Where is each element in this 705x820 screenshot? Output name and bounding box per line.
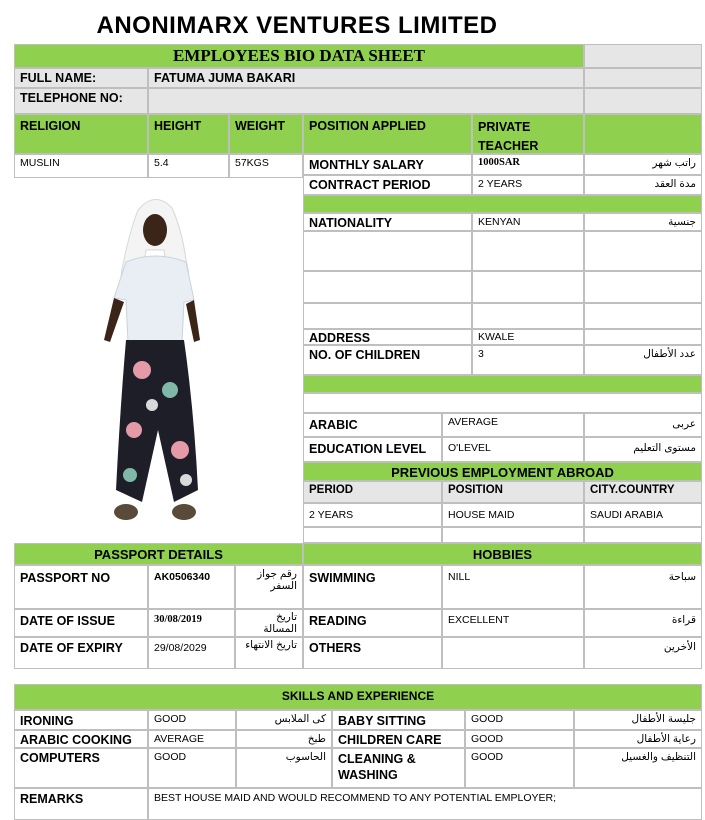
blank-cell bbox=[584, 329, 702, 345]
blank-cell bbox=[584, 527, 702, 543]
salary-label: MONTHLY SALARY bbox=[303, 154, 472, 175]
blank-cell bbox=[303, 303, 472, 329]
sheet-title: EMPLOYEES BIO DATA SHEET bbox=[172, 46, 426, 65]
height-label: HEIGHT bbox=[148, 114, 229, 154]
religion-value: MUSLIN bbox=[14, 154, 148, 178]
passport-no-arabic: رقم جواز السفر bbox=[235, 565, 303, 609]
others-label: OTHERS bbox=[303, 637, 442, 669]
prev-period: 2 YEARS bbox=[303, 503, 442, 527]
salary-arabic: راتب شهر bbox=[584, 154, 702, 175]
telephone-value bbox=[148, 88, 584, 114]
arabic-arabic: عربى bbox=[584, 413, 702, 437]
expiry-date-arabic: تاريخ الانتهاء bbox=[235, 637, 303, 669]
cleaning-arabic: التنظيف والغسيل bbox=[574, 748, 702, 788]
education-value: O'LEVEL bbox=[442, 437, 584, 462]
blank-cell bbox=[584, 114, 702, 154]
ironing-arabic: كى الملابس bbox=[236, 710, 332, 730]
prev-country: SAUDI ARABIA bbox=[584, 503, 702, 527]
prev-header-country: CITY.COUNTRY bbox=[584, 481, 702, 503]
contract-arabic: مدة العقد bbox=[584, 175, 702, 195]
contract-label: CONTRACT PERIOD bbox=[303, 175, 472, 195]
nationality-value: KENYAN bbox=[472, 213, 584, 231]
employee-photo bbox=[90, 190, 220, 530]
weight-label: WEIGHT bbox=[229, 114, 303, 154]
address-label: ADDRESS bbox=[303, 329, 472, 345]
passport-title: PASSPORT DETAILS bbox=[14, 543, 303, 565]
blank-cell bbox=[472, 231, 584, 271]
children-care-value: GOOD bbox=[465, 730, 574, 748]
education-label: EDUCATION LEVEL bbox=[303, 437, 442, 462]
baby-sitting-arabic: جليسة الأطفال bbox=[574, 710, 702, 730]
green-spacer bbox=[303, 195, 702, 213]
blank-cell bbox=[303, 271, 472, 303]
cleaning-label: CLEANING & WASHING bbox=[332, 748, 465, 788]
skills-title: SKILLS AND EXPERIENCE bbox=[14, 684, 702, 710]
education-arabic: مستوى التعليم bbox=[584, 437, 702, 462]
blank-cell bbox=[584, 303, 702, 329]
issue-date-value: 30/08/2019 bbox=[148, 609, 235, 637]
telephone-label: TELEPHONE NO: bbox=[14, 88, 148, 114]
blank-cell bbox=[442, 527, 584, 543]
arabic-label: ARABIC bbox=[303, 413, 442, 437]
arabic-cooking-label: ARABIC COOKING bbox=[14, 730, 148, 748]
arabic-cooking-value: AVERAGE bbox=[148, 730, 236, 748]
prev-header-position: POSITION bbox=[442, 481, 584, 503]
sheet-title-cell bbox=[14, 44, 584, 68]
passport-no-value: AK0506340 bbox=[148, 565, 235, 609]
reading-arabic: قراءة bbox=[584, 609, 702, 637]
blank-cell bbox=[472, 271, 584, 303]
remarks-value: BEST HOUSE MAID AND WOULD RECOMMEND TO ANY POTENTIAL EMPLOYER; bbox=[148, 788, 702, 820]
others-arabic: الأخرين bbox=[584, 637, 702, 669]
blank-cell bbox=[303, 527, 442, 543]
blank-cell bbox=[584, 231, 702, 271]
blank-cell bbox=[584, 271, 702, 303]
contract-value: 2 YEARS bbox=[472, 175, 584, 195]
prev-position: HOUSE MAID bbox=[442, 503, 584, 527]
others-value bbox=[442, 637, 584, 669]
blank-cell bbox=[584, 44, 702, 68]
baby-sitting-label: BABY SITTING bbox=[332, 710, 465, 730]
blank-cell bbox=[472, 303, 584, 329]
swimming-value: NILL bbox=[442, 565, 584, 609]
swimming-label: SWIMMING bbox=[303, 565, 442, 609]
blank-cell bbox=[584, 88, 702, 114]
arabic-cooking-arabic: طبخ bbox=[236, 730, 332, 748]
computers-value: GOOD bbox=[148, 748, 236, 788]
prev-header-period: PERIOD bbox=[303, 481, 442, 503]
hobbies-title: HOBBIES bbox=[303, 543, 702, 565]
blank-cell bbox=[584, 68, 702, 88]
salary-value: 1000SAR bbox=[472, 154, 584, 175]
children-care-label: CHILDREN CARE bbox=[332, 730, 465, 748]
green-spacer bbox=[303, 375, 702, 393]
children-arabic: عدد الأطفال bbox=[584, 345, 702, 375]
issue-date-label: DATE OF ISSUE bbox=[14, 609, 148, 637]
height-value: 5.4 bbox=[148, 154, 229, 178]
address-value: KWALE bbox=[472, 329, 584, 345]
passport-no-label: PASSPORT NO bbox=[14, 565, 148, 609]
previous-employment-title: PREVIOUS EMPLOYMENT ABROAD bbox=[303, 462, 702, 481]
children-label: NO. OF CHILDREN bbox=[303, 345, 472, 375]
blank-cell bbox=[303, 393, 702, 413]
full-name-value: FATUMA JUMA BAKARI bbox=[148, 68, 584, 88]
computers-label: COMPUTERS bbox=[14, 748, 148, 788]
nationality-arabic: جنسية bbox=[584, 213, 702, 231]
position-label: POSITION APPLIED bbox=[303, 114, 472, 154]
reading-value: EXCELLENT bbox=[442, 609, 584, 637]
issue-date-arabic: تاريخ المسالة bbox=[235, 609, 303, 637]
reading-label: READING bbox=[303, 609, 442, 637]
company-title: ANONIMARX VENTURES LIMITED bbox=[96, 12, 498, 39]
cleaning-value: GOOD bbox=[465, 748, 574, 788]
ironing-label: IRONING bbox=[14, 710, 148, 730]
expiry-date-value: 29/08/2029 bbox=[148, 637, 235, 669]
weight-value: 57KGS bbox=[229, 154, 303, 178]
blank-cell bbox=[303, 231, 472, 271]
children-care-arabic: رعاية الأطفال bbox=[574, 730, 702, 748]
computers-arabic: الحاسوب bbox=[236, 748, 332, 788]
expiry-date-label: DATE OF EXPIRY bbox=[14, 637, 148, 669]
ironing-value: GOOD bbox=[148, 710, 236, 730]
position-value: PRIVATE TEACHER bbox=[472, 114, 584, 154]
baby-sitting-value: GOOD bbox=[465, 710, 574, 730]
swimming-arabic: سباحة bbox=[584, 565, 702, 609]
children-value: 3 bbox=[472, 345, 584, 375]
full-name-label: FULL NAME: bbox=[14, 68, 148, 88]
remarks-label: REMARKS bbox=[14, 788, 148, 820]
religion-label: RELIGION bbox=[14, 114, 148, 154]
arabic-value: AVERAGE bbox=[442, 413, 584, 437]
nationality-label: NATIONALITY bbox=[303, 213, 472, 231]
